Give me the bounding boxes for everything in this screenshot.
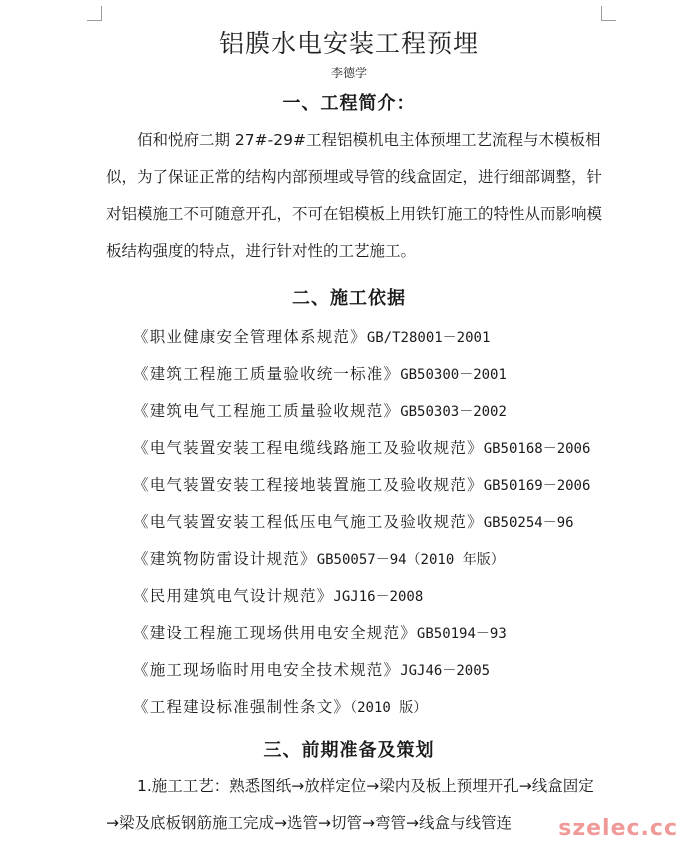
reference-code: GB/T28001－2001 xyxy=(366,330,491,346)
reference-name: 《建设工程施工现场供用电安全规范》 xyxy=(133,624,417,642)
reference-name: 《建筑工程施工质量验收统一标准》 xyxy=(133,365,401,383)
reference-code: GB50168－2006 xyxy=(483,441,591,457)
reference-item xyxy=(133,540,590,577)
reference-code: JGJ46－2005 xyxy=(400,663,491,679)
document-title: 铝膜水电安装工程预埋 xyxy=(218,29,479,58)
reference-code: GB50169－2006 xyxy=(483,478,591,494)
watermark: szelec.cc xyxy=(558,816,678,841)
reference-name: 《电气装置安装工程电缆线路施工及验收规范》 xyxy=(133,439,484,457)
section-heading-basis: 二、施工依据 xyxy=(292,288,406,309)
reference-name: 《电气装置安装工程低压电气施工及验收规范》 xyxy=(133,513,484,531)
reference-name: 《职业健康安全管理体系规范》 xyxy=(133,328,367,346)
reference-item xyxy=(133,651,590,688)
section-heading-overview: 一、工程简介： xyxy=(282,93,416,114)
preparation-paragraph: 1.施工工艺：熟悉图纸→放样定位→梁内及板上预埋开孔→线盒固定→梁及底板钢筋施工完成→选管→切管→弯管→线盒与线管连 xyxy=(106,777,594,832)
reference-name: 《施工现场临时用电安全技术规范》 xyxy=(133,661,401,679)
reference-code: GB50303－2002 xyxy=(400,404,507,420)
reference-code: （2010 版） xyxy=(350,700,428,716)
section-heading-preparation: 三、前期准备及策划 xyxy=(263,740,435,761)
reference-name: 《民用建筑电气设计规范》 xyxy=(133,587,334,605)
reference-item xyxy=(133,503,590,540)
reference-item xyxy=(133,355,590,392)
reference-name: 《建筑电气工程施工质量验收规范》 xyxy=(133,402,401,420)
reference-item xyxy=(133,318,590,355)
crop-mark-top-right xyxy=(601,6,616,21)
reference-code: GB50254－96 xyxy=(483,515,574,531)
reference-name: 《工程建设标准强制性条文》 xyxy=(133,698,351,716)
reference-code: GB50194－93 xyxy=(416,626,507,642)
reference-item xyxy=(133,392,590,429)
reference-name: 《建筑物防雷设计规范》 xyxy=(133,550,317,568)
crop-mark-top-left xyxy=(87,6,102,21)
document-author: 李德学 xyxy=(330,66,367,80)
reference-item xyxy=(133,429,590,466)
reference-item xyxy=(133,614,590,651)
reference-name: 《电气装置安装工程接地装置施工及验收规范》 xyxy=(133,476,484,494)
overview-paragraph: 佰和悦府二期 27#-29#工程铝模机电主体预埋工艺流程与木模板相似，为了保证正常的结构内部预埋或导管的线盒固定，进行细部调整，针对铝模施工不可随意开孔，不可在铝模板上用铁钉施工的特性从而影响模板结构强度的特点，进行针对性的工艺施工。 xyxy=(106,131,603,260)
reference-code: JGJ16－2008 xyxy=(333,589,424,605)
reference-code: GB50300－2001 xyxy=(400,367,507,383)
reference-item xyxy=(133,577,590,614)
reference-list xyxy=(133,318,590,725)
reference-code: GB50057－94（2010 年版） xyxy=(316,552,505,568)
reference-item xyxy=(133,688,590,725)
reference-item xyxy=(133,466,590,503)
